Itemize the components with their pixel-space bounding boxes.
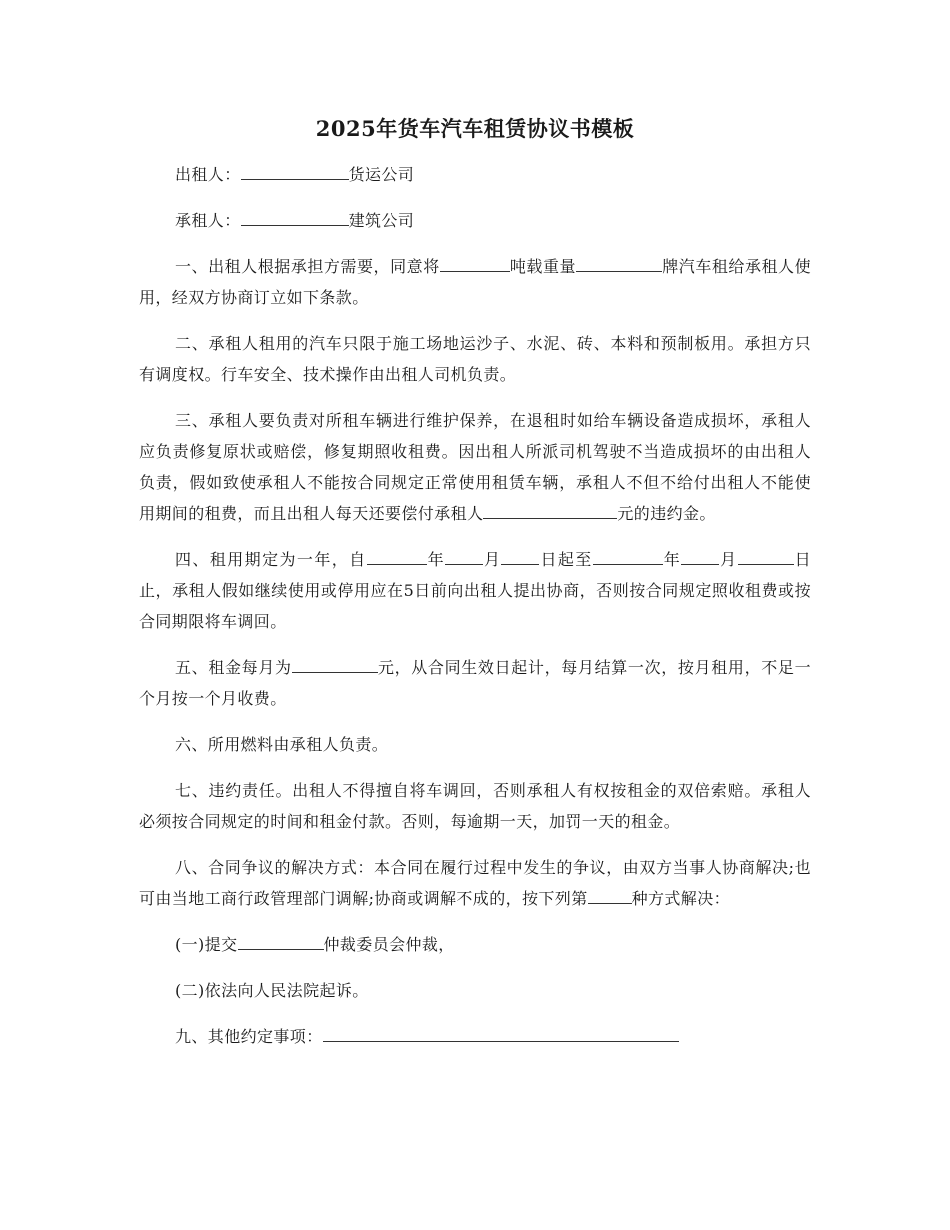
paragraph-clause-2 <box>139 328 811 390</box>
fill-in-blank[interactable] <box>445 546 483 565</box>
fill-in-blank[interactable] <box>367 546 427 565</box>
paragraph-text: 二、承租人租用的汽车只限于施工场地运沙子、水泥、砖、本料和预制板用。承担方只有调度权。行车安全、技术操作由出租人司机负责。 <box>139 334 811 384</box>
paragraph-text: 出租人： <box>175 165 241 184</box>
paragraph-text: 承租人： <box>175 211 241 230</box>
paragraph-text: 牌汽车租给承租人使用，经双方协商订立如下条款。 <box>139 257 811 307</box>
paragraph-text: 年 <box>426 550 446 569</box>
paragraph-text: 日止，承租人假如继续使用或停用应在5日前向出租人提出协商，否则按合同规定照收租费或按合同期限将车调回。 <box>139 550 812 631</box>
paragraph-option-1 <box>139 929 811 960</box>
fill-in-blank[interactable] <box>323 1023 679 1042</box>
paragraph-text: 四、租用期定为一年，自 <box>175 550 367 569</box>
fill-in-blank[interactable] <box>483 500 617 519</box>
paragraph-text: 吨载重量 <box>509 257 577 276</box>
fill-in-blank[interactable] <box>576 253 662 272</box>
paragraph-text: 月 <box>719 550 738 569</box>
fill-in-blank[interactable] <box>738 546 794 565</box>
paragraph-text: 建筑公司 <box>348 211 415 230</box>
fill-in-blank[interactable] <box>238 931 324 950</box>
paragraph-clause-6 <box>139 729 811 760</box>
paragraph-text: 月 <box>483 550 502 569</box>
fill-in-blank[interactable] <box>241 207 349 226</box>
fill-in-blank[interactable] <box>241 161 349 180</box>
paragraph-clause-4 <box>139 544 811 637</box>
paragraph-text: 一、出租人根据承担方需要，同意将 <box>175 257 440 276</box>
paragraph-text: 种方式解决： <box>631 889 730 908</box>
paragraph-text: 日起至 <box>539 550 593 569</box>
paragraph-text: 六、所用燃料由承租人负责。 <box>175 735 389 754</box>
fill-in-blank[interactable] <box>440 253 510 272</box>
paragraph-text: (一)提交 <box>175 935 238 954</box>
paragraph-text: 九、其他约定事项： <box>175 1027 323 1046</box>
paragraph-clause-8 <box>139 852 811 914</box>
paragraph-text: 五、租金每月为 <box>175 658 292 677</box>
paragraph-clause-3 <box>139 405 811 529</box>
paragraph-text: 货运公司 <box>348 165 415 184</box>
paragraph-text: 年 <box>662 550 682 569</box>
paragraph-text: 元，从合同生效日起计，每月结算一次，按月租用，不足一个月按一个月收费。 <box>139 658 811 708</box>
document-title: 2025年货车汽车租赁协议书模板 <box>315 116 635 141</box>
paragraph-lessee <box>139 205 811 236</box>
paragraph-text: 仲裁委员会仲裁， <box>323 935 455 954</box>
fill-in-blank[interactable] <box>593 546 663 565</box>
paragraph-clause-9 <box>139 1021 811 1052</box>
paragraph-clause-1 <box>139 251 811 313</box>
paragraph-text: 三、承租人要负责对所租车辆进行维护保养，在退租时如给车辆设备造成损坏，承租人应负责修复原状或赔偿，修复期照收租费。因出租人所派司机驾驶不当造成损坏的由出租人负责，假如致使承租人不能按合同规定正常使用租赁车辆，承租人不但不给付出租人不能使用期间的租费，而且出租人每天还要偿付承租人 <box>139 411 811 523</box>
paragraph-text: 八、合同争议的解决方式：本合同在履行过程中发生的争议，由双方当事人协商解决;也可由当地工商行政管理部门调解;协商或调解不成的，按下列第 <box>139 858 811 908</box>
document-body <box>139 159 811 1052</box>
paragraph-lessor <box>139 159 811 190</box>
paragraph-text: 七、违约责任。出租人不得擅自将车调回，否则承租人有权按租金的双倍索赔。承租人必须按合同规定的时间和租金付款。否则，每逾期一天，加罚一天的租金。 <box>139 781 811 831</box>
fill-in-blank[interactable] <box>588 885 632 904</box>
fill-in-blank[interactable] <box>681 546 719 565</box>
paragraph-text: 元的违约金。 <box>617 504 716 523</box>
paragraph-text: (二)依法向人民法院起诉。 <box>175 981 369 1000</box>
document-page <box>139 112 811 1067</box>
fill-in-blank[interactable] <box>292 654 378 673</box>
fill-in-blank[interactable] <box>501 546 539 565</box>
paragraph-clause-7 <box>139 775 811 837</box>
paragraph-option-2 <box>139 975 811 1006</box>
paragraph-clause-5 <box>139 652 811 714</box>
